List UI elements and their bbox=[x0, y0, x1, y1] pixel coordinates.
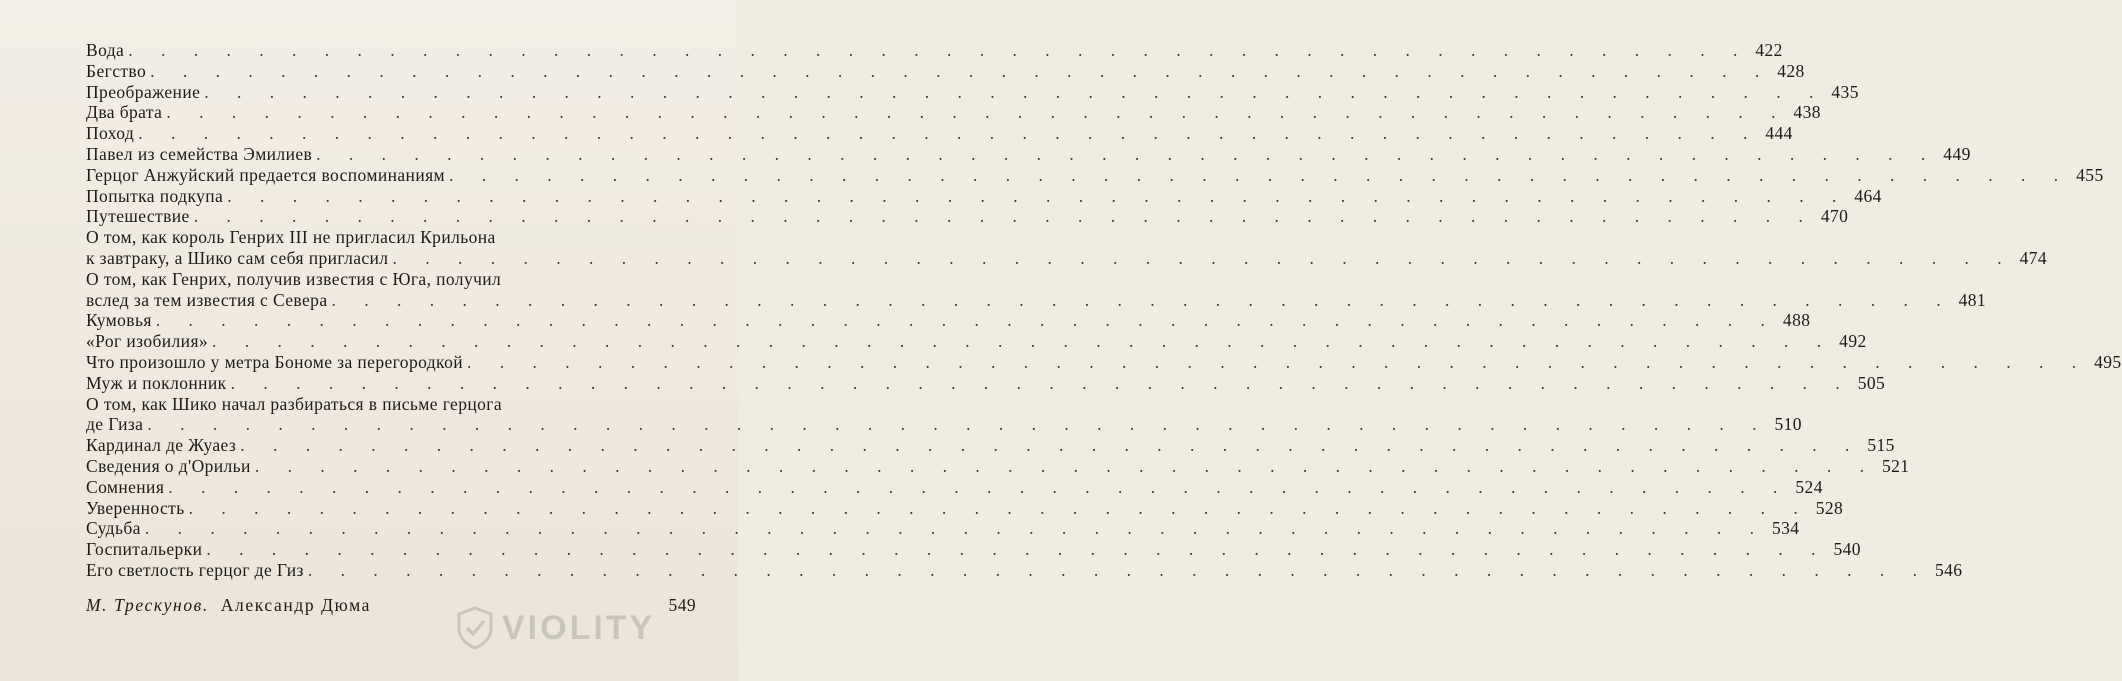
toc-entry bbox=[86, 455, 1910, 477]
dot-leader: . . . . . . . . . . . . . . . . . . . . . . . . . . . . . . . . . . . . . . . . . . . . . . . . . . bbox=[155, 310, 1777, 331]
toc-entry-page: 481 bbox=[1958, 289, 1987, 310]
toc-entry-title: Герцог Анжуйский предается воспоминаниям bbox=[86, 164, 446, 185]
toc-entry bbox=[86, 143, 1971, 165]
toc-entry-title: Бегство bbox=[86, 60, 147, 81]
toc-entry-page: 534 bbox=[1771, 518, 1800, 539]
toc-entry-page: 455 bbox=[2076, 164, 2104, 185]
shield-check-icon bbox=[456, 606, 494, 650]
watermark-text: VIOLITY bbox=[502, 608, 656, 647]
toc-entry-page: 521 bbox=[1881, 455, 1910, 476]
toc-entry bbox=[86, 268, 1987, 311]
toc-entry-page: 428 bbox=[1777, 60, 1805, 81]
toc-entry-title: Госпитальерки bbox=[86, 539, 203, 560]
toc-entry bbox=[86, 518, 1800, 539]
toc-entry-page: 549 bbox=[668, 594, 696, 615]
toc-entry bbox=[86, 331, 1867, 352]
dot-leader: . . . . . . . . . . . . . . . . . . . . . . . . . . . . . . . . . . . . . . . . . . . . . . . . . . bbox=[449, 164, 2071, 185]
toc-entry-page: 546 bbox=[1935, 559, 1963, 580]
dot-leader: . . . . . . . . . . . . . . . . . . . . . . . . . . . . . . . . . . . . . . . . . . . . . . . . . . bbox=[204, 81, 1826, 102]
dot-leader: . . . . . . . . . . . . . . . . . . . . . . . . . . . . . . . . . . . . . . . . . . . . . . . . . . bbox=[193, 206, 1815, 227]
toc-entry-page: 449 bbox=[1943, 143, 1971, 164]
toc-entry-page: 470 bbox=[1820, 206, 1849, 227]
toc-entry-title: Судьба bbox=[86, 518, 141, 539]
toc-entry bbox=[86, 81, 1859, 103]
toc-entry-title-line2: вслед за тем известия с Севера bbox=[86, 289, 328, 310]
toc-entry-title: Вода bbox=[86, 40, 125, 60]
toc-entry-title-line1: О том, как Генрих, получив известия с Юга, получил bbox=[86, 268, 502, 289]
toc-entry-title: Его светлость герцог де Гиз bbox=[86, 559, 304, 580]
dot-leader: . . . . . . . . . . . . . . . . . . . . . . . . . . . . . . . . . . . . . . . . . . . . . . . . . . bbox=[188, 497, 1810, 518]
dot-leader: . . . . . . . . . . . . . . . . . . . . . . . . . . . . . . . . . . . . . . . . . . . . . . . . . . bbox=[128, 40, 1750, 60]
dot-leader: . . . . . . . . . . . . . . . . . . . . . . . . . . . . . . . . . . . . . . . . . . . . . . . . . . bbox=[392, 247, 2014, 268]
toc-entry-title: Кардинал де Жуаез bbox=[86, 435, 237, 456]
toc-entry-title: Уверенность bbox=[86, 497, 185, 518]
toc-entry-title: Что произошло у метра Бономе за перегородкой bbox=[86, 351, 463, 372]
dot-leader: . . . . . . . . . . . . . . . . . . . . . . . . . . . . . . . . . . . . . . . . . . . . . . . . . . bbox=[150, 60, 1772, 81]
dot-leader: . . . . . . . . . . . . . . . . . . . . . . . . . . . . . . . . . . . . . . . . . . . . . . . . . . bbox=[230, 372, 1852, 393]
toc-entry bbox=[86, 372, 1886, 394]
toc-entry-title: Поход bbox=[86, 123, 135, 144]
toc-entry-title-line2: к завтраку, а Шико сам себя пригласил bbox=[86, 247, 389, 268]
toc-entry-title: Путешествие bbox=[86, 206, 190, 227]
dot-leader: . . . . . . . . . . . . . . . . . . . . . . . . . . . . . . . . . . . . . . . . . . . . . . . . . . bbox=[168, 476, 1790, 497]
toc-entry-page: 422 bbox=[1755, 40, 1783, 60]
toc-entry bbox=[86, 123, 1793, 144]
toc-entry-page: 474 bbox=[2019, 247, 2048, 268]
toc-entry-page: 505 bbox=[1857, 372, 1886, 393]
toc-entry-page: 524 bbox=[1795, 476, 1823, 497]
toc-entry-page: 438 bbox=[1793, 102, 1821, 123]
toc-entry bbox=[86, 102, 1821, 123]
dot-leader: . . . . . . . . . . . . . . . . . . . . . . . . . . . . . . . . . . . . . . . . . . . . . . . . . . bbox=[138, 123, 1760, 144]
toc-entry-title: Кумовья bbox=[86, 310, 152, 331]
dot-leader: . . . . . . . . . . . . . . . . . . . . . . . . . . . . . . . . . . . . . . . . . . . . . . . . . . bbox=[212, 331, 1834, 352]
toc-entry-page: 435 bbox=[1831, 81, 1859, 102]
author-name: М. Трескунов. bbox=[86, 594, 209, 615]
toc-entry-title: Сомнения bbox=[86, 476, 165, 497]
dot-leader: . . . . . . . . . . . . . . . . . . . . . . . . . . . . . . . . . . . . . . . . . . . . . . . . . . bbox=[466, 351, 2089, 372]
toc-entry bbox=[86, 476, 1823, 498]
dot-leader: . . . . . . . . . . . . . . . . . . . . . . . . . . . . . . . . . . . . . . . . . . . . . . . . . . bbox=[147, 414, 1769, 435]
dot-leader: . . . . . . . . . . . . . . . . . . . . . . . . . . . . . . . . . . . . . . . . . . . . . . . . . . bbox=[227, 185, 1849, 206]
toc-entry bbox=[86, 351, 2122, 373]
toc-entry-title: Преображение bbox=[86, 81, 201, 102]
dot-leader: . . . . . . . . . . . . . . . . . . . . . . . . . . . . . . . . . . . . . . . . . . . . . . . . . . bbox=[144, 518, 1766, 539]
watermark bbox=[456, 606, 655, 650]
toc-entry-page: 528 bbox=[1815, 497, 1844, 518]
toc-entry bbox=[86, 227, 2048, 269]
toc-entry-title-line1: О том, как король Генрих III не пригласил Крильона bbox=[86, 227, 496, 248]
toc-entry bbox=[86, 164, 2104, 186]
toc-entry-title: Попытка подкупа bbox=[86, 185, 224, 206]
toc-entry bbox=[86, 497, 1844, 519]
toc-entry bbox=[86, 185, 1882, 207]
toc-entry bbox=[86, 435, 1895, 456]
toc-entry-page: 495 bbox=[2094, 351, 2122, 372]
dot-leader: . . . . . . . . . . . . . . . . . . . . . . . . . . . . . . . . . . . . . . . . . . . . . . . . . . bbox=[316, 143, 1938, 164]
toc-entry-page: 444 bbox=[1765, 123, 1793, 144]
toc-entry bbox=[86, 559, 1963, 581]
toc-entry-page: 540 bbox=[1833, 539, 1861, 560]
dot-leader: . . . . . . . . . . . . . . . . . . . . . . . . . . . . . . . . . . . . . . . . . . . . . . . . . . bbox=[240, 435, 1862, 456]
toc-entry-title-line1: О том, как Шико начал разбираться в письме герцога bbox=[86, 393, 503, 414]
toc-entry-page: 488 bbox=[1782, 310, 1811, 331]
toc-entry-title: Муж и поклонник bbox=[86, 372, 227, 393]
toc-entry-title: Павел из семейства Эмилиев bbox=[86, 143, 313, 164]
dot-leader: . . . . . . . . . . . . . . . . . . . . . . . . . . . . . . . . . . . . . . . . . . . . . . . . . . bbox=[307, 559, 1929, 580]
toc-entry bbox=[86, 60, 1805, 82]
dot-leader: . . . . . . . . . . . . . . . . . . . . . . . . . . . . . . . . . . . . . . . . . . . . . . . . . . bbox=[166, 102, 1788, 123]
toc-entry-page: 492 bbox=[1839, 331, 1867, 352]
author-entry-text bbox=[86, 595, 371, 616]
author-entry-title: Александр Дюма bbox=[220, 594, 372, 615]
toc-entry bbox=[86, 310, 1811, 331]
toc-entry bbox=[86, 40, 1783, 61]
dot-leader: . . . . . . . . . . . . . . . . . . . . . . . . . . . . . . . . . . . . . . . . . . . . . . . . . . bbox=[254, 455, 1876, 476]
toc-entry bbox=[86, 539, 1861, 560]
dot-leader: . . . . . . . . . . . . . . . . . . . . . . . . . . . . . . . . . . . . . . . . . . . . . . . . . . bbox=[331, 289, 1953, 310]
table-of-contents bbox=[86, 40, 2122, 616]
toc-entry-title: Сведения о д'Орильи bbox=[86, 455, 251, 476]
toc-entry-title: Два брата bbox=[86, 102, 163, 123]
toc-entry bbox=[86, 393, 1802, 436]
toc-entry-page: 464 bbox=[1854, 185, 1882, 206]
toc-entry bbox=[86, 206, 1849, 227]
toc-entry-page: 510 bbox=[1774, 414, 1802, 435]
dot-leader: . . . . . . . . . . . . . . . . . . . . . . . . . . . . . . . . . . . . . . . . . . . . . . . . . . bbox=[206, 539, 1828, 560]
toc-entry-page: 515 bbox=[1867, 435, 1895, 456]
toc-entry-title: «Рог изобилия» bbox=[86, 331, 209, 352]
toc-entry-title-line2: де Гиза bbox=[86, 414, 144, 435]
